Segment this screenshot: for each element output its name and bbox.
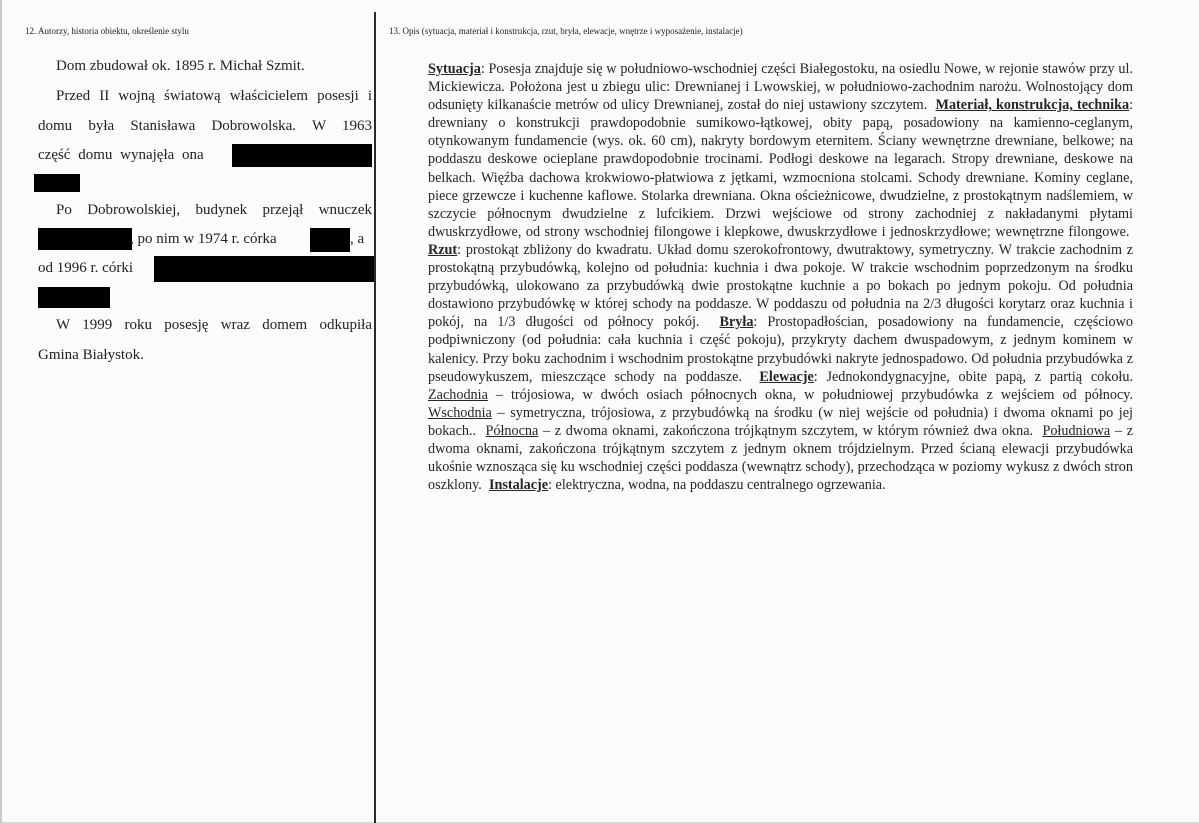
- label-polnocna: Północna: [485, 422, 539, 439]
- text-sytuacja: : Posesja znajduje się w południowo-wschodniej części Białegostoku, na osiedlu Nowe, w rejonie stawów przy ul. Mickiewicza. Położona jest u zbiegu ulic: Drewnianej i Lwowskiej, w południowo-zachodnim narożu. Wolnostojący dom odsunięty kilkanaście metrów od ulicy Drewnianej, został do niej ustawiony szczytem.: [428, 61, 1133, 114]
- description-column: [428, 60, 1133, 494]
- redacted-block: [38, 228, 132, 250]
- history-paragraph-3-line-3: od 1996 r. córki: [38, 260, 133, 276]
- text-polnocna: – z dwoma oknami, zakończona trójkątnym szczytem, w którym również dwa okna.: [538, 422, 1034, 439]
- text-instalacje: : elektryczna, wodna, na poddaszu centralnego ogrzewania.: [548, 477, 886, 494]
- label-zachodnia: Zachodnia: [428, 386, 488, 403]
- keyword-bryla: Bryła: [719, 314, 754, 331]
- text-wschodnia: – symetryczna, trójosiowa, z przybudówką na środku (w niej wejście od południa) i dwoma oknami po jej bokach..: [428, 404, 1133, 439]
- text-elewacje: : Jednokondygnacyjne, obite papą, z partią cokołu.: [813, 368, 1134, 385]
- history-paragraph-2-line-1: Przed II wojną światową właścicielem posesji i: [56, 88, 372, 104]
- text-bryla: : Prostopadłościan, posadowiony na fundamencie, częściowo podpiwniczony (od południa: cała kuchnia i część pokoju), przykryty dachem dwuspadowym, z jednym kominem w kalenicy. Przy boku zachodnim i wschodnim prostokątne przybudówki nakryte jednospadowo. Od południa przybudówka z pseudowykuszem, mieszczące schody na poddasze.: [428, 314, 1133, 385]
- history-paragraph-2-line-2: domu była Stanisława Dobrowolska. W 1963: [38, 118, 372, 134]
- redacted-block: [34, 174, 80, 192]
- keyword-elewacje: Elewacje: [759, 368, 814, 385]
- text-poludniowa: – z dwoma oknami, zakończona trójkątnym szczytem z jednym oknem trójdzielnym. Przed ścianą elewacji przybudówka ukośnie wznosząca się ku wschodniej części poddasza (wewnątrz schody), przechodząca w poziomy wykusz z dwóch stron oszklony.: [428, 422, 1134, 494]
- keyword-instalacje: Instalacje: [488, 477, 549, 494]
- keyword-sytuacja: Sytuacja: [428, 61, 481, 77]
- history-paragraph-4-line-2: Gmina Białystok.: [38, 347, 144, 363]
- history-paragraph-4-line-1: W 1999 roku posesję wraz domem odkupiła: [56, 317, 372, 333]
- history-paragraph-1: Dom zbudował ok. 1895 r. Michał Szmit.: [56, 58, 305, 74]
- section-13-header: 13. Opis (sytuacja, materiał i konstrukcja, rzut, bryła, elewacje, wnętrze i wyposażenie, instalacje): [389, 26, 743, 36]
- redacted-block: [38, 287, 110, 308]
- history-paragraph-3-line-2a: , po nim w 1974 r. córka: [130, 231, 277, 247]
- text-zachodnia: – trójosiowa, w dwóch osiach północnych okna, w południowej przybudówka z wejściem od północy.: [487, 386, 1133, 403]
- redacted-block: [310, 228, 350, 252]
- history-paragraph-3-line-1: Po Dobrowolskiej, budynek przejął wnuczek: [56, 202, 372, 218]
- keyword-rzut: Rzut: [428, 241, 458, 258]
- history-paragraph-3-line-2b: , a: [350, 231, 365, 247]
- redacted-block: [232, 144, 372, 167]
- text-rzut: : prostokąt zbliżony do kwadratu. Układ domu szerokofrontowy, dwutraktowy, symetryczny. W trakcie zachodnim z prostokątną przybudówką, kolejno od południa: kuchnia i dwa pokoje. W trakcie wschodnim poprzedzonym na środku przybudówką, ulokowano za przybudówką dwie prostokątne kuchnie a po bokach po jednym pokoju. Od południa dostawiono przybudówkę w której schody na poddasze. W poddaszu od południa na 2/3 długości korytarz oraz kuchnia i pokój, na 1/3 długości od północy pokój.: [428, 241, 1133, 331]
- label-wschodnia: Wschodnia: [428, 404, 492, 421]
- column-divider: [374, 12, 376, 823]
- redacted-block: [154, 256, 374, 282]
- label-poludniowa: Południowa: [1042, 422, 1111, 439]
- description-paragraph: [428, 60, 1133, 494]
- history-paragraph-2-line-3: część domu wynajęła ona: [38, 147, 204, 163]
- section-12-header: 12. Autorzy, historia obiektu, określenie stylu: [25, 26, 189, 36]
- keyword-material: Materiał, konstrukcja, technika: [935, 97, 1130, 114]
- text-material: : drewniany o konstrukcji prawdopodobnie sumikowo-łątkowej, obity papą, posadowiony na kamienno-ceglanym, otynkowanym fundamencie (wys. ok. 60 cm), nakryty bordowym eternitem. Ściany wewnętrzne drewniane, belkowe; na poddaszu deskowe ocieplane prawdopodobnie trocinami. Podłogi deskowe na legarach. Stropy drewniane, deskowe na belkach. Więźba dachowa krokwiowo-płatwiowa z jętkami, wzmocniona stolcami. Schody drewniane. Kominy ceglane, piece grzewcze i kuchenne kaflowe. Stolarka drewniana. Okna ościeżnicowe, dwudzielne, z prostokątnym nadślemiem, w szczycie północnym dwudzielne z lufcikiem. Drzwi wejściowe od strony zachodniej z nakładanymi płytami dwuskrzydłowe, od strony wschodniej filongowe i klepkowe, dwuskrzydłowe i jednoskrzydłowe; wewnętrzne filongowe.: [428, 97, 1134, 240]
